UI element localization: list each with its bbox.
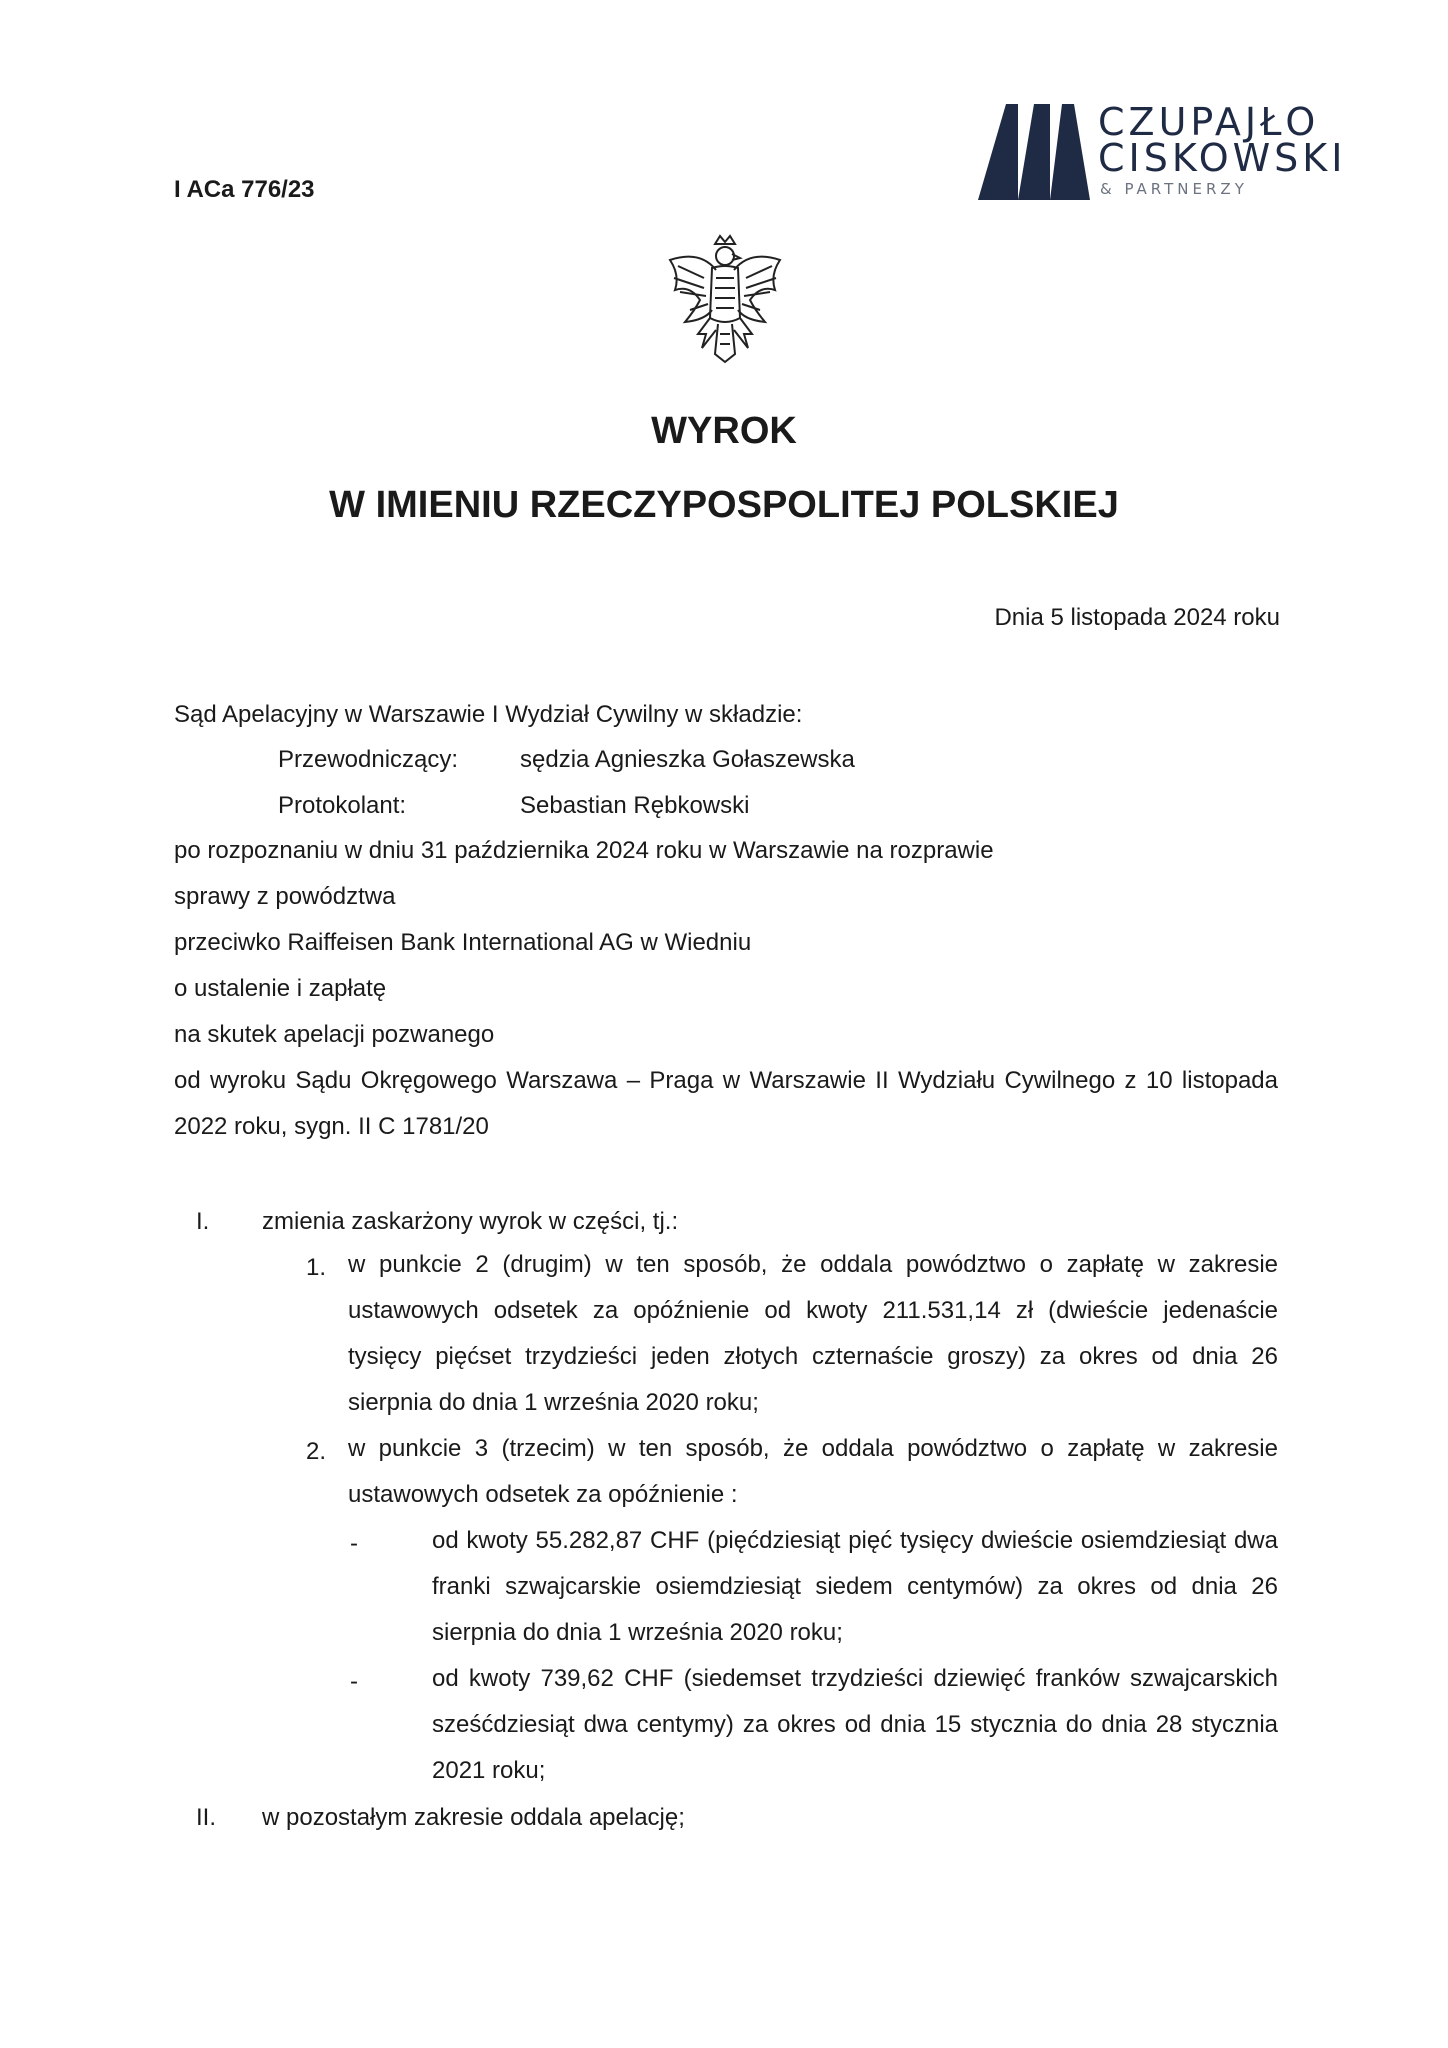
chair-value: sędzia Agnieszka Gołaszewska	[520, 746, 855, 773]
document-title: WYROK	[651, 410, 797, 452]
court-composition-intro: Sąd Apelacyjny w Warszawie I Wydział Cywilny w składzie:	[174, 701, 803, 728]
case-line-1: po rozpoznaniu w dniu 31 października 2024 roku w Warszawie na rozprawie	[174, 837, 994, 864]
ruling-I-subitem-2-marker: -	[350, 1668, 358, 1695]
logo-line-1: CZUPAJŁO	[1098, 100, 1320, 144]
logo-line-3: & PARTNERZY	[1100, 180, 1248, 198]
ruling-II-marker: II.	[196, 1804, 217, 1831]
ruling-I-subitem-2-text: od kwoty 739,62 CHF (siedemset trzydzieści dziewięć franków szwajcarskich sześćdziesiąt dwa centymy) za okres od dnia 15 stycznia do dnia 28 stycznia 2021 roku;	[432, 1665, 1278, 1784]
ruling-I-item-1-text: w punkcie 2 (drugim) w ten sposób, że oddala powództwo o zapłatę w zakresie ustawowych odsetek za opóźnienie od kwoty 211.531,14 zł (dwieście jedenaście tysięcy pięćset trzydzieści jeden złotych czternaście groszy) za okres od dnia 26 sierpnia do dnia 1 września 2020 roku;	[348, 1251, 1278, 1416]
ruling-I-item-2-text: w punkcie 3 (trzecim) w ten sposób, że oddala powództwo o zapłatę w zakresie ustawowych odsetek za opóźnienie :	[348, 1435, 1278, 1508]
ruling-I-subitem-1-text: od kwoty 55.282,87 CHF (pięćdziesiąt pięć tysięcy dwieście osiemdziesiąt dwa franki szwajcarskie osiemdziesiąt siedem centymów) za okres od dnia 26 sierpnia do dnia 1 września 2020 roku;	[432, 1527, 1278, 1646]
document-subtitle: W IMIENIU RZECZYPOSPOLITEJ POLSKIEJ	[329, 484, 1119, 526]
case-line-2: sprawy z powództwa	[174, 883, 396, 910]
case-number: I ACa 776/23	[174, 176, 315, 203]
ruling-I-item-1-marker: 1.	[306, 1254, 327, 1281]
logo-line-2: CISKOWSKI	[1098, 136, 1347, 180]
polish-eagle-icon	[660, 230, 790, 370]
clerk-value: Sebastian Rębkowski	[520, 792, 750, 819]
ruling-I-marker: I.	[196, 1208, 210, 1235]
clerk-label: Protokolant:	[278, 792, 407, 819]
chair-label: Przewodniczący:	[278, 746, 459, 773]
ruling-I-text: zmienia zaskarżony wyrok w części, tj.:	[262, 1208, 679, 1235]
judgment-date: Dnia 5 listopada 2024 roku	[994, 604, 1280, 631]
law-firm-logo	[978, 96, 1358, 206]
ruling-II-text: w pozostałym zakresie oddala apelację;	[262, 1804, 685, 1831]
triangle-logo-icon	[978, 104, 1090, 200]
case-line-4: o ustalenie i zapłatę	[174, 975, 387, 1002]
case-line-3: przeciwko Raiffeisen Bank International AG w Wiedniu	[174, 929, 752, 956]
ruling-I-item-2-marker: 2.	[306, 1438, 327, 1465]
case-line-5: na skutek apelacji pozwanego	[174, 1021, 495, 1048]
case-line-6: od wyroku Sądu Okręgowego Warszawa – Praga w Warszawie II Wydziału Cywilnego z 10 listopada 2022 roku, sygn. II C 1781/20	[174, 1067, 1278, 1140]
ruling-I-subitem-1-marker: -	[350, 1530, 358, 1557]
